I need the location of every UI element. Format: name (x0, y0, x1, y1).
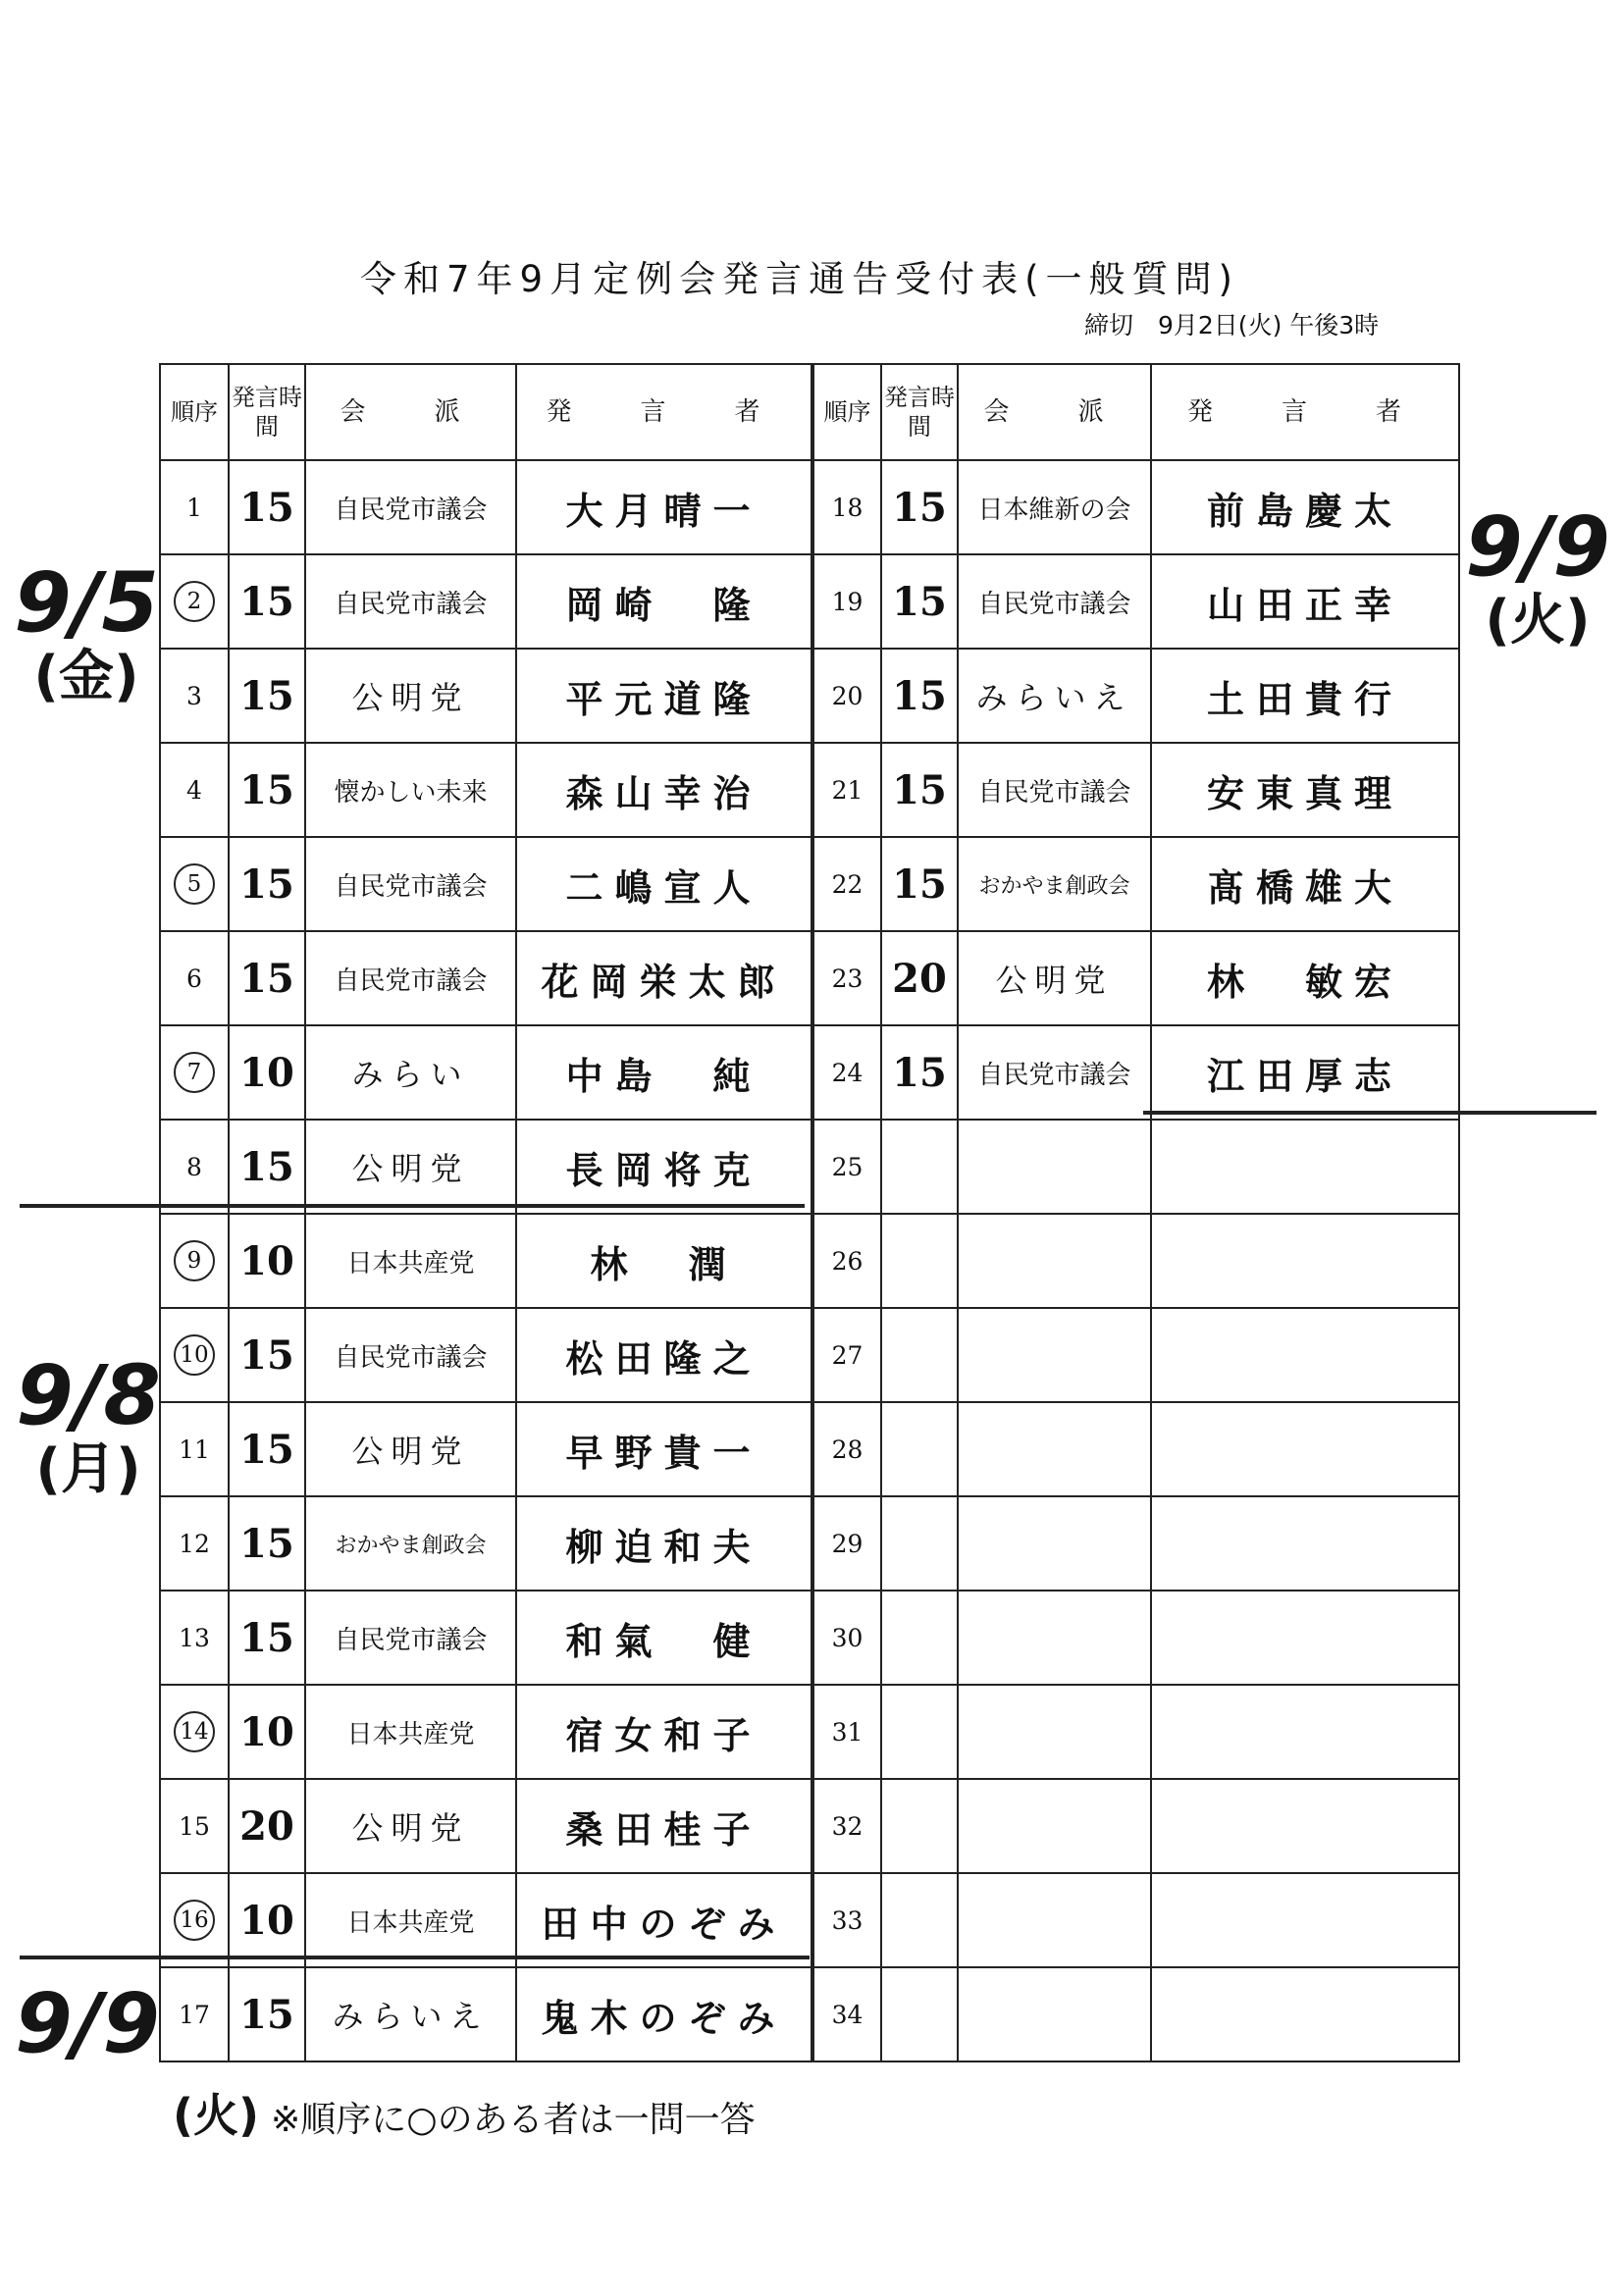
footnote-text: ※順序に○のある者は一問一答 (271, 2100, 756, 2140)
party-cell: 公明党 (305, 1120, 516, 1214)
speaker-name-cell (1151, 1685, 1459, 1779)
speech-time-cell: 10 (229, 1025, 305, 1120)
party-cell: 自民党市議会 (958, 1025, 1151, 1120)
speech-time-cell (881, 1120, 958, 1214)
table-row (160, 1214, 1459, 1308)
speech-time-cell: 15 (881, 554, 958, 649)
speaker-name-cell: 松田隆之 (516, 1308, 812, 1402)
speaker-name-cell (1151, 1496, 1459, 1591)
handwritten-date: 9/9 (15, 1975, 160, 2071)
speaker-name-cell (1151, 1214, 1459, 1308)
handwritten-weekday: (月) (35, 1437, 141, 1501)
speech-time-cell: 15 (881, 649, 958, 743)
speech-time-cell (881, 1779, 958, 1873)
speaker-name-cell: 二嶋宣人 (516, 837, 812, 931)
party-cell (958, 1496, 1151, 1591)
speaker-name-cell: 江田厚志 (1151, 1025, 1459, 1120)
table-row (160, 554, 1459, 649)
speech-time-cell: 15 (229, 1402, 305, 1496)
speech-time-cell: 15 (229, 1591, 305, 1685)
order-number: 31 (831, 1717, 864, 1747)
party-cell: 公明党 (305, 649, 516, 743)
table-row (160, 1591, 1459, 1685)
speaker-name-cell: 安東真理 (1151, 743, 1459, 837)
speaker-name-cell: 鬼木のぞみ (516, 1967, 812, 2061)
party-cell (958, 1873, 1151, 1967)
speaker-name-cell (1151, 1591, 1459, 1685)
order-number: 21 (831, 775, 864, 805)
speech-time-cell: 15 (881, 1025, 958, 1120)
circled-order-number: 9 (174, 1240, 215, 1281)
order-cell (160, 1685, 229, 1779)
order-cell (812, 1120, 881, 1214)
speech-time-cell: 10 (229, 1873, 305, 1967)
table-row (160, 743, 1459, 837)
handwritten-weekday: (金) (33, 645, 139, 708)
table-row (160, 649, 1459, 743)
order-cell (812, 554, 881, 649)
circled-order-number: 14 (174, 1711, 215, 1752)
speaker-name-cell (1151, 1779, 1459, 1873)
speech-time-cell (881, 1967, 958, 2061)
speech-notice-table (159, 363, 1460, 2062)
speech-time-cell: 15 (229, 1967, 305, 2061)
speaker-name-cell: 髙橋雄大 (1151, 837, 1459, 931)
order-number: 30 (831, 1623, 864, 1652)
party-cell (958, 1214, 1151, 1308)
order-number: 4 (186, 775, 202, 805)
speaker-name-cell: 平元道隆 (516, 649, 812, 743)
order-number: 17 (179, 2000, 210, 2029)
speech-time-cell (881, 1873, 958, 1967)
speech-time-cell: 15 (881, 837, 958, 931)
table-header-row (160, 364, 1459, 460)
speaker-name-cell (1151, 1873, 1459, 1967)
speech-time-cell: 15 (229, 1120, 305, 1214)
page-title: 令和7年9月定例会発言通告受付表(一般質問) (360, 258, 1239, 300)
party-cell: おかやま創政会 (958, 837, 1151, 931)
order-cell (812, 1779, 881, 1873)
order-cell (812, 649, 881, 743)
speaker-name-cell: 柳迫和夫 (516, 1496, 812, 1591)
order-number: 11 (179, 1435, 210, 1464)
speaker-name-cell: 山田正幸 (1151, 554, 1459, 649)
order-number: 15 (179, 1811, 210, 1841)
handwritten-date-9-8 (10, 1347, 167, 1501)
speaker-name-cell: 宿女和子 (516, 1685, 812, 1779)
speaker-name-cell: 田中のぞみ (516, 1873, 812, 1967)
footnote (173, 2089, 756, 2142)
order-cell (160, 1402, 229, 1496)
speaker-name-cell: 和氣 健 (516, 1591, 812, 1685)
order-number: 32 (831, 1811, 864, 1841)
handwritten-date: 9/8 (16, 1347, 161, 1443)
speech-time-cell (881, 1308, 958, 1402)
speech-time-cell: 15 (229, 460, 305, 554)
speech-time-cell: 20 (881, 931, 958, 1025)
speech-time-cell (881, 1685, 958, 1779)
speaker-name-cell: 林 潤 (516, 1214, 812, 1308)
table-row (160, 1873, 1459, 1967)
order-cell (812, 1496, 881, 1591)
header-order: 順序 (160, 364, 229, 460)
day-divider-line (20, 1204, 805, 1208)
speaker-name-cell: 大月晴一 (516, 460, 812, 554)
speaker-name-cell: 土田貴行 (1151, 649, 1459, 743)
party-cell (958, 1685, 1151, 1779)
party-cell: おかやま創政会 (305, 1496, 516, 1591)
table-row (160, 1402, 1459, 1496)
order-number: 13 (179, 1623, 210, 1652)
speaker-name-cell: 森山幸治 (516, 743, 812, 837)
speech-time-cell: 15 (229, 743, 305, 837)
speaker-name-cell (1151, 1308, 1459, 1402)
order-cell (812, 1308, 881, 1402)
table-row (160, 1120, 1459, 1214)
speech-time-cell: 10 (229, 1214, 305, 1308)
order-cell (160, 1873, 229, 1967)
order-number: 27 (831, 1340, 864, 1370)
speech-time-cell: 10 (229, 1685, 305, 1779)
order-number: 19 (831, 587, 864, 616)
order-number: 3 (186, 681, 202, 710)
speaker-name-cell (1151, 1120, 1459, 1214)
order-number: 1 (186, 493, 202, 522)
order-cell (160, 1779, 229, 1873)
table-row (160, 1779, 1459, 1873)
speech-time-cell (881, 1496, 958, 1591)
party-cell: 日本共産党 (305, 1873, 516, 1967)
speech-time-cell: 15 (229, 1308, 305, 1402)
speech-time-cell: 15 (229, 931, 305, 1025)
party-cell (958, 1779, 1151, 1873)
speech-time-cell (881, 1591, 958, 1685)
party-cell (958, 1120, 1151, 1214)
speech-time-cell: 15 (229, 554, 305, 649)
speech-time-cell: 15 (229, 649, 305, 743)
party-cell: みらい (305, 1025, 516, 1120)
order-number: 23 (831, 964, 864, 993)
handwritten-date: 9/5 (14, 554, 159, 651)
party-cell (958, 1591, 1151, 1685)
party-cell: 自民党市議会 (305, 1591, 516, 1685)
speech-time-cell: 15 (881, 743, 958, 837)
party-cell: 公明党 (305, 1779, 516, 1873)
party-cell (958, 1967, 1151, 2061)
table-row (160, 1685, 1459, 1779)
order-number: 28 (831, 1435, 864, 1464)
party-cell: 公明党 (958, 931, 1151, 1025)
party-cell: 自民党市議会 (958, 554, 1151, 649)
day-divider-line (20, 1956, 810, 1959)
speech-time-cell (881, 1402, 958, 1496)
circled-order-number: 7 (174, 1052, 215, 1093)
order-cell (160, 649, 229, 743)
speech-time-cell: 15 (229, 837, 305, 931)
circled-order-number: 5 (174, 863, 215, 905)
order-cell (160, 1967, 229, 2061)
party-cell: 日本維新の会 (958, 460, 1151, 554)
header-party: 会 派 (305, 364, 516, 460)
speaker-name-cell (1151, 1402, 1459, 1496)
speaker-name-cell: 前島慶太 (1151, 460, 1459, 554)
order-cell (812, 1025, 881, 1120)
party-cell: みらいえ (305, 1967, 516, 2061)
order-number: 24 (831, 1058, 864, 1087)
order-cell (812, 460, 881, 554)
order-cell (812, 743, 881, 837)
party-cell: 自民党市議会 (305, 931, 516, 1025)
order-cell (160, 931, 229, 1025)
table-row (160, 837, 1459, 931)
order-cell (812, 837, 881, 931)
order-number: 18 (831, 493, 864, 522)
speaker-name-cell: 桑田桂子 (516, 1779, 812, 1873)
party-cell: 公明党 (305, 1402, 516, 1496)
header-time-right: 発言時間 (881, 364, 958, 460)
header-time: 発言時間 (229, 364, 305, 460)
speaker-name-cell: 長岡将克 (516, 1120, 812, 1214)
header-party-right: 会 派 (958, 364, 1151, 460)
handwritten-date-9-9-right (1454, 498, 1621, 652)
handwritten-date-9-5 (8, 554, 165, 708)
deadline-text: 締切 9月2日(火) 午後3時 (1084, 311, 1380, 339)
day-divider-line (1143, 1111, 1597, 1115)
order-number: 22 (831, 869, 864, 899)
speaker-name-cell: 中島 純 (516, 1025, 812, 1120)
order-cell (812, 1402, 881, 1496)
order-cell (812, 1591, 881, 1685)
order-cell (812, 1685, 881, 1779)
order-cell (160, 460, 229, 554)
order-number: 33 (831, 1905, 864, 1935)
order-cell (160, 837, 229, 931)
speaker-name-cell: 花岡栄太郎 (516, 931, 812, 1025)
party-cell (958, 1308, 1151, 1402)
order-number: 25 (831, 1152, 864, 1181)
order-number: 12 (179, 1529, 210, 1558)
party-cell: みらいえ (958, 649, 1151, 743)
order-cell (160, 743, 229, 837)
table-row (160, 1967, 1459, 2061)
header-speaker: 発 言 者 (516, 364, 812, 460)
speaker-name-cell (1151, 1967, 1459, 2061)
order-cell (160, 1591, 229, 1685)
order-cell (812, 1967, 881, 2061)
order-cell (160, 1214, 229, 1308)
circled-order-number: 16 (174, 1900, 215, 1941)
party-cell: 自民党市議会 (305, 837, 516, 931)
order-number: 6 (186, 964, 202, 993)
table-row (160, 931, 1459, 1025)
table-row (160, 1308, 1459, 1402)
table-row (160, 1496, 1459, 1591)
party-cell: 日本共産党 (305, 1214, 516, 1308)
speech-time-cell: 15 (881, 460, 958, 554)
order-cell (812, 931, 881, 1025)
order-cell (812, 1214, 881, 1308)
speaker-name-cell: 林 敏宏 (1151, 931, 1459, 1025)
order-number: 8 (186, 1152, 202, 1181)
order-cell (160, 1120, 229, 1214)
handwritten-weekday: (火) (1485, 589, 1591, 652)
order-cell (812, 1873, 881, 1967)
party-cell: 自民党市議会 (305, 1308, 516, 1402)
table-row (160, 1025, 1459, 1120)
party-cell: 自民党市議会 (305, 460, 516, 554)
order-cell (160, 1308, 229, 1402)
handwritten-date-9-9-bottom (14, 1975, 161, 2071)
party-cell: 自民党市議会 (305, 554, 516, 649)
party-cell (958, 1402, 1151, 1496)
order-cell (160, 1025, 229, 1120)
table-row (160, 460, 1459, 554)
order-number: 34 (831, 2000, 864, 2029)
party-cell: 日本共産党 (305, 1685, 516, 1779)
circled-order-number: 10 (174, 1334, 215, 1376)
speech-time-cell: 20 (229, 1779, 305, 1873)
header-order-right: 順序 (812, 364, 881, 460)
order-cell (160, 554, 229, 649)
speaker-name-cell: 岡崎 隆 (516, 554, 812, 649)
party-cell: 懐かしい未来 (305, 743, 516, 837)
order-number: 20 (831, 681, 864, 710)
handwritten-weekday: (火) (173, 2089, 260, 2142)
order-number: 29 (831, 1529, 864, 1558)
circled-order-number: 2 (174, 581, 215, 622)
party-cell: 自民党市議会 (958, 743, 1151, 837)
speech-time-cell: 15 (229, 1496, 305, 1591)
header-speaker-right: 発 言 者 (1151, 364, 1459, 460)
order-number: 26 (831, 1246, 864, 1276)
order-cell (160, 1496, 229, 1591)
speech-time-cell (881, 1214, 958, 1308)
speaker-name-cell: 早野貴一 (516, 1402, 812, 1496)
handwritten-date: 9/9 (1465, 498, 1610, 595)
